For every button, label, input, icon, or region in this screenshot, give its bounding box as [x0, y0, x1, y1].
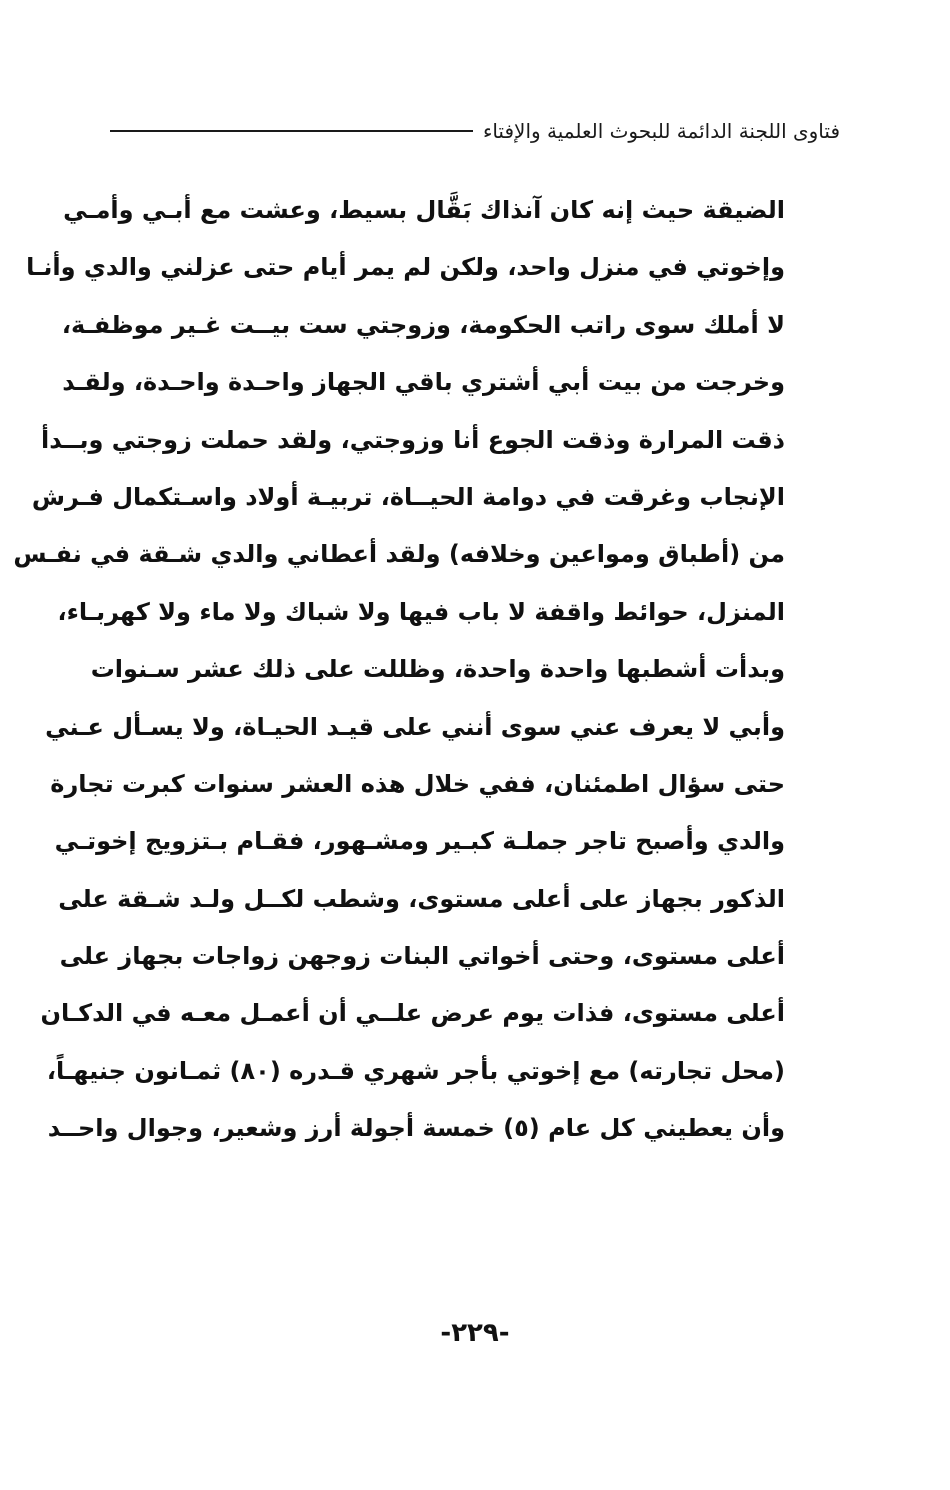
text-line: وأبي لا يعرف عني سوى أنني على قيـد الحيـاة، ولا يسـأل عـني	[45, 712, 785, 741]
page-number: -٢٢٩-	[440, 1318, 510, 1348]
running-header-title: فتاوى اللجنة الدائمة للبحوث العلمية والإفتاء	[482, 119, 840, 143]
text-line: ذقت المرارة وذقت الجوع أنا وزوجتي، ولقد حملت زوجتي وبــدأ	[40, 425, 785, 454]
text-line: الضيقة حيث إنه كان آنذاك بَقَّال بسيط، وعشت مع أبـي وأمـي	[63, 196, 785, 224]
text-line: لا أملك سوى راتب الحكومة، وزوجتي ست بيــت غـير موظفـة،	[61, 310, 785, 339]
body-text	[13, 182, 785, 1158]
text-line: أعلى مستوى، فذات يوم عرض علــي أن أعمـل معـه في الدكـان	[40, 999, 785, 1028]
text-line: من (أطباق ومواعين وخلافه) ولقد أعطاني والدي شـقة في نفـس	[13, 540, 785, 569]
text-line: أعلى مستوى، وحتى أخواتي البنات زوجهن زواجات بجهاز على	[59, 942, 785, 971]
text-line: الذكور بجهاز على أعلى مستوى، وشطب لكــل ولـد شـقة على	[58, 884, 785, 913]
text-line: حتى سؤال اطمئنان، ففي خلال هذه العشر سنوات كبرت تجارة	[50, 769, 785, 798]
text-line: وبدأت أشطبها واحدة واحدة، وظللت على ذلك عشر سـنوات	[90, 655, 785, 684]
text-line: المنزل، حوائط واقفة لا باب فيها ولا شباك ولا ماء ولا كهربـاء،	[57, 597, 785, 626]
header-rule	[110, 130, 473, 132]
text-line: وأن يعطيني كل عام (٥) خمسة أجولة أرز وشعير، وجوال واحــد	[47, 1114, 785, 1143]
text-line: الإنجاب وغرقت في دوامة الحيــاة، تربيـة أولاد واسـتكمال فـرش	[31, 482, 785, 511]
running-header	[110, 114, 840, 148]
text-line: وإخوتي في منزل واحد، ولكن لم يمر أيام حتى عزلني والدي وأنـا	[26, 253, 785, 282]
text-line: وخرجت من بيت أبي أشتري باقي الجهاز واحـدة واحـدة، ولقـد	[62, 368, 785, 397]
text-line: (محل تجارته) مع إخوتي بأجر شهري قـدره (٨٠) ثمـانون جنيهـاً،	[46, 1056, 785, 1085]
text-line: والدي وأصبح تاجر جملـة كبـير ومشـهور، فقـام بـتزويج إخوتـي	[54, 827, 785, 856]
